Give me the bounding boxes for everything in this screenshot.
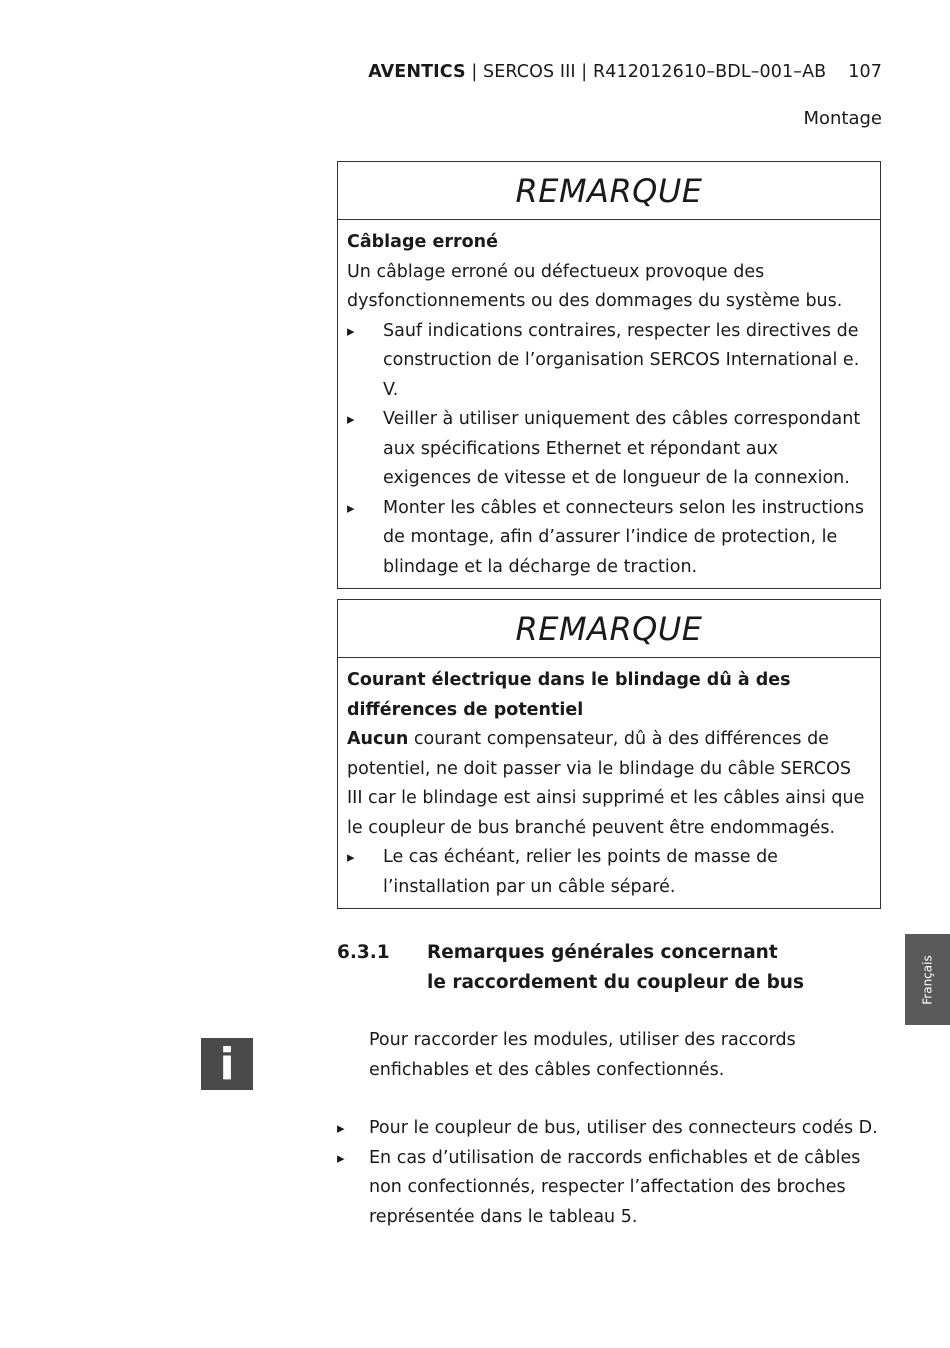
notice-text — [347, 725, 870, 843]
notice-heading: Câblage erroné — [347, 232, 498, 252]
running-header — [368, 62, 882, 82]
notice-title: REMARQUE — [338, 162, 880, 220]
list-item: ▸ Veiller à utiliser uniquement des câbles correspondant aux spécifications Ethernet et répondant aux exigences de vitesse et de longueur de la connexion. — [347, 405, 870, 494]
info-paragraph: Pour raccorder les modules, utiliser des raccords enfichables et des câbles confectionnés. — [369, 1030, 796, 1080]
section-title-line-2: le raccordement du coupleur de bus — [427, 972, 804, 993]
list-item: ▸ Monter les câbles et connecteurs selon les instructions de montage, afin d’assurer l’indice de protection, le blindage et la décharge de traction. — [347, 494, 870, 583]
notice-body — [338, 220, 880, 588]
list-item: ▸ Le cas échéant, relier les points de masse de l’installation par un câble séparé. — [347, 843, 870, 902]
section-heading — [337, 938, 847, 998]
brand-name: AVENTICS — [368, 62, 466, 82]
language-tab — [905, 934, 950, 1025]
notice-text-rest: courant compensateur, dû à des différences de potentiel, ne doit passer via le blindage du câble SERCOS III car le blindage est ainsi supprimé et les câbles ainsi que le coupleur de bus branché peuvent être endommagés. — [347, 729, 865, 838]
notice-heading: Courant électrique dans le blindage dû à des différences de potentiel — [347, 670, 791, 720]
chapter-label: Montage — [803, 108, 882, 129]
list-item: ▸ Pour le coupleur de bus, utiliser des connecteurs codés D. — [337, 1114, 885, 1144]
section-title-line-1: Remarques générales concernant — [427, 942, 778, 963]
notice-bullet-list — [347, 317, 870, 583]
info-icon: i — [201, 1038, 253, 1090]
notice-text: Un câblage erroné ou défectueux provoque des dysfonctionnements ou des dommages du système bus. — [347, 261, 843, 311]
instruction-list — [337, 1114, 885, 1232]
notice-body — [338, 658, 880, 908]
notice-box-cabling — [337, 161, 881, 589]
language-tab-label: Français — [920, 954, 935, 1005]
document-reference: | SERCOS III | R412012610–BDL–001–AB — [465, 62, 827, 82]
emphasis-word: Aucun — [347, 729, 409, 749]
notice-box-shield-current — [337, 599, 881, 909]
section-number: 6.3.1 — [337, 942, 390, 963]
page-number: 107 — [848, 62, 882, 82]
notice-bullet-list — [347, 843, 870, 902]
list-item: ▸ En cas d’utilisation de raccords enfichables et de câbles non confectionnés, respecter l’affectation des broches représentée dans le tableau 5. — [337, 1144, 885, 1233]
list-item: ▸ Sauf indications contraires, respecter les directives de construction de l’organisation SERCOS International e. V. — [347, 317, 870, 406]
notice-title: REMARQUE — [338, 600, 880, 658]
